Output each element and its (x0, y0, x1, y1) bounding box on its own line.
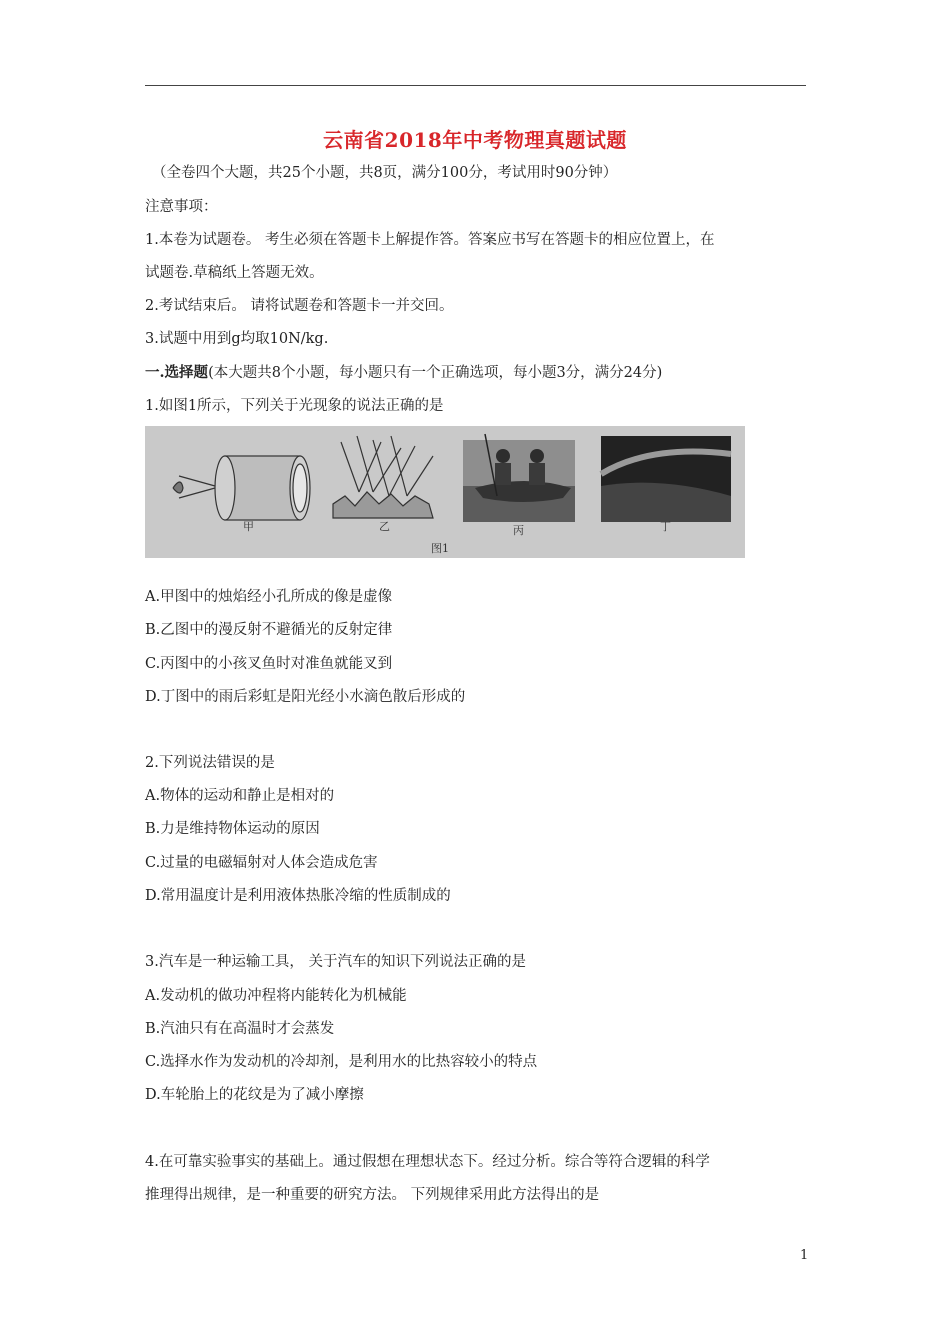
question-stem: 推理得出规律，是一种重要的研究方法。 下列规律采用此方法得出的是 (145, 1187, 600, 1203)
figure-label-jia: 甲 (243, 520, 254, 533)
answer-option: C.丙图中的小孩叉鱼时对准鱼就能叉到 (145, 656, 393, 672)
figure-1 (145, 426, 745, 558)
answer-option: B.乙图中的漫反射不避循光的反射定律 (145, 622, 393, 638)
question-stem: 4.在可靠实验事实的基础上。通过假想在理想状态下。经过分析。综合等符合逻辑的科学 (145, 1154, 710, 1170)
figure-label-ding: 丁 (660, 520, 671, 533)
figure-label-yi: 乙 (379, 520, 390, 533)
notice-line: 2.考试结束后。 请将试题卷和答题卡一并交回。 (145, 298, 454, 314)
answer-option: A.物体的运动和静止是相对的 (145, 788, 335, 804)
section-heading: 一.选择题 (145, 364, 209, 381)
section-description: (本大题共8个小题，每小题只有一个正确选项，每小题3分，满分24分) (208, 365, 663, 381)
header-rule (145, 85, 806, 86)
pinhole-camera-illustration (173, 456, 310, 520)
rainbow-photo-illustration (601, 436, 731, 522)
answer-option: B.汽油只有在高温时才会蒸发 (145, 1021, 335, 1037)
answer-option: D.车轮胎上的花纹是为了减小摩擦 (145, 1087, 364, 1103)
notice-line: 3.试题中用到g均取10N/kg. (145, 331, 329, 347)
answer-option: B.力是维持物体运动的原因 (145, 821, 320, 837)
exam-info: （全卷四个大题，共25个小题，共8页，满分100分，考试用时90分钟） (152, 165, 618, 181)
question-stem: 2.下列说法错误的是 (145, 755, 275, 771)
section-header (145, 364, 662, 382)
answer-option: A.甲图中的烛焰经小孔所成的像是虚像 (145, 589, 393, 605)
figure-caption: 图1 (431, 542, 449, 555)
answer-option: C.过量的电磁辐射对人体会造成危害 (145, 855, 378, 871)
page-number: 1 (800, 1248, 809, 1263)
answer-option: D.丁图中的雨后彩虹是阳光经小水滴色散后形成的 (145, 689, 466, 705)
question-stem: 1.如图1所示，下列关于光现象的说法正确的是 (145, 398, 444, 414)
diffuse-reflection-illustration (333, 436, 433, 518)
figure-label-bing: 丙 (513, 524, 524, 537)
answer-option: A.发动机的做功冲程将内能转化为机械能 (145, 988, 407, 1004)
question-stem: 3.汽车是一种运输工具， 关于汽车的知识下列说法正确的是 (145, 954, 526, 970)
answer-option: D.常用温度计是利用液体热胀冷缩的性质制成的 (145, 888, 451, 904)
answer-option: C.选择水作为发动机的冷却剂，是利用水的比热容较小的特点 (145, 1054, 538, 1070)
notice-line: 1.本卷为试题卷。 考生必须在答题卡上解提作答。答案应书写在答题卡的相应位置上，在 (145, 232, 715, 248)
notice-heading: 注意事项： (145, 199, 218, 215)
page-title: 云南省2018年中考物理真题试题 (323, 128, 627, 152)
notice-line: 试题卷.草稿纸上答题无效。 (145, 265, 324, 281)
fishing-scene-illustration (463, 434, 575, 522)
